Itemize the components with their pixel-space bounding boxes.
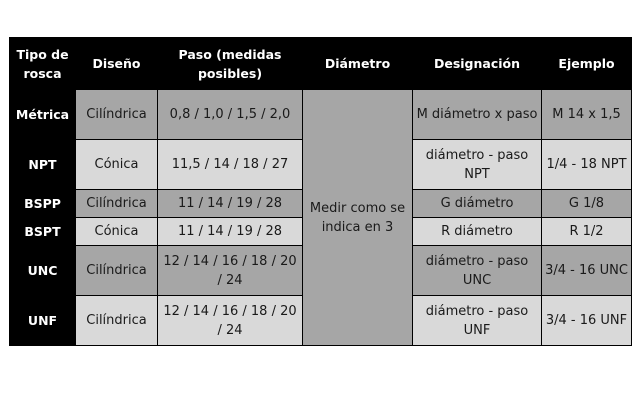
row-tipo: NPT [10,140,76,190]
row-paso: 12 / 14 / 16 / 18 / 20 / 24 [158,246,303,296]
row-designacion: G diámetro [413,190,542,218]
row-designacion: R diámetro [413,218,542,246]
row-diseno: Cilíndrica [76,246,158,296]
table-row-metrica [10,90,632,140]
row-paso: 12 / 14 / 16 / 18 / 20 / 24 [158,296,303,346]
row-ejemplo: G 1/8 [542,190,632,218]
header-designacion: Designación [413,38,542,90]
row-diseno: Cónica [76,140,158,190]
row-tipo: BSPT [10,218,76,246]
diametro-merged-cell: Medir como se indica en 3 [303,90,413,346]
row-ejemplo: M 14 x 1,5 [542,90,632,140]
thread-types-table [9,37,632,346]
row-tipo: BSPP [10,190,76,218]
row-ejemplo: 3/4 - 16 UNC [542,246,632,296]
row-ejemplo: 1/4 - 18 NPT [542,140,632,190]
row-paso: 11 / 14 / 19 / 28 [158,218,303,246]
row-tipo: Métrica [10,90,76,140]
header-tipo: Tipo de rosca [10,38,76,90]
row-tipo: UNC [10,246,76,296]
row-ejemplo: 3/4 - 16 UNF [542,296,632,346]
row-diseno: Cilíndrica [76,90,158,140]
row-designacion: diámetro - paso UNC [413,246,542,296]
row-designacion: diámetro - paso NPT [413,140,542,190]
header-diseno: Diseño [76,38,158,90]
row-tipo: UNF [10,296,76,346]
row-paso: 11,5 / 14 / 18 / 27 [158,140,303,190]
row-ejemplo: R 1/2 [542,218,632,246]
row-paso: 11 / 14 / 19 / 28 [158,190,303,218]
row-diseno: Cilíndrica [76,296,158,346]
row-designacion: diámetro - paso UNF [413,296,542,346]
row-diseno: Cilíndrica [76,190,158,218]
header-ejemplo: Ejemplo [542,38,632,90]
header-paso: Paso (medidas posibles) [158,38,303,90]
row-paso: 0,8 / 1,0 / 1,5 / 2,0 [158,90,303,140]
row-diseno: Cónica [76,218,158,246]
table-header-row [10,38,632,90]
row-designacion: M diámetro x paso [413,90,542,140]
header-diametro: Diámetro [303,38,413,90]
